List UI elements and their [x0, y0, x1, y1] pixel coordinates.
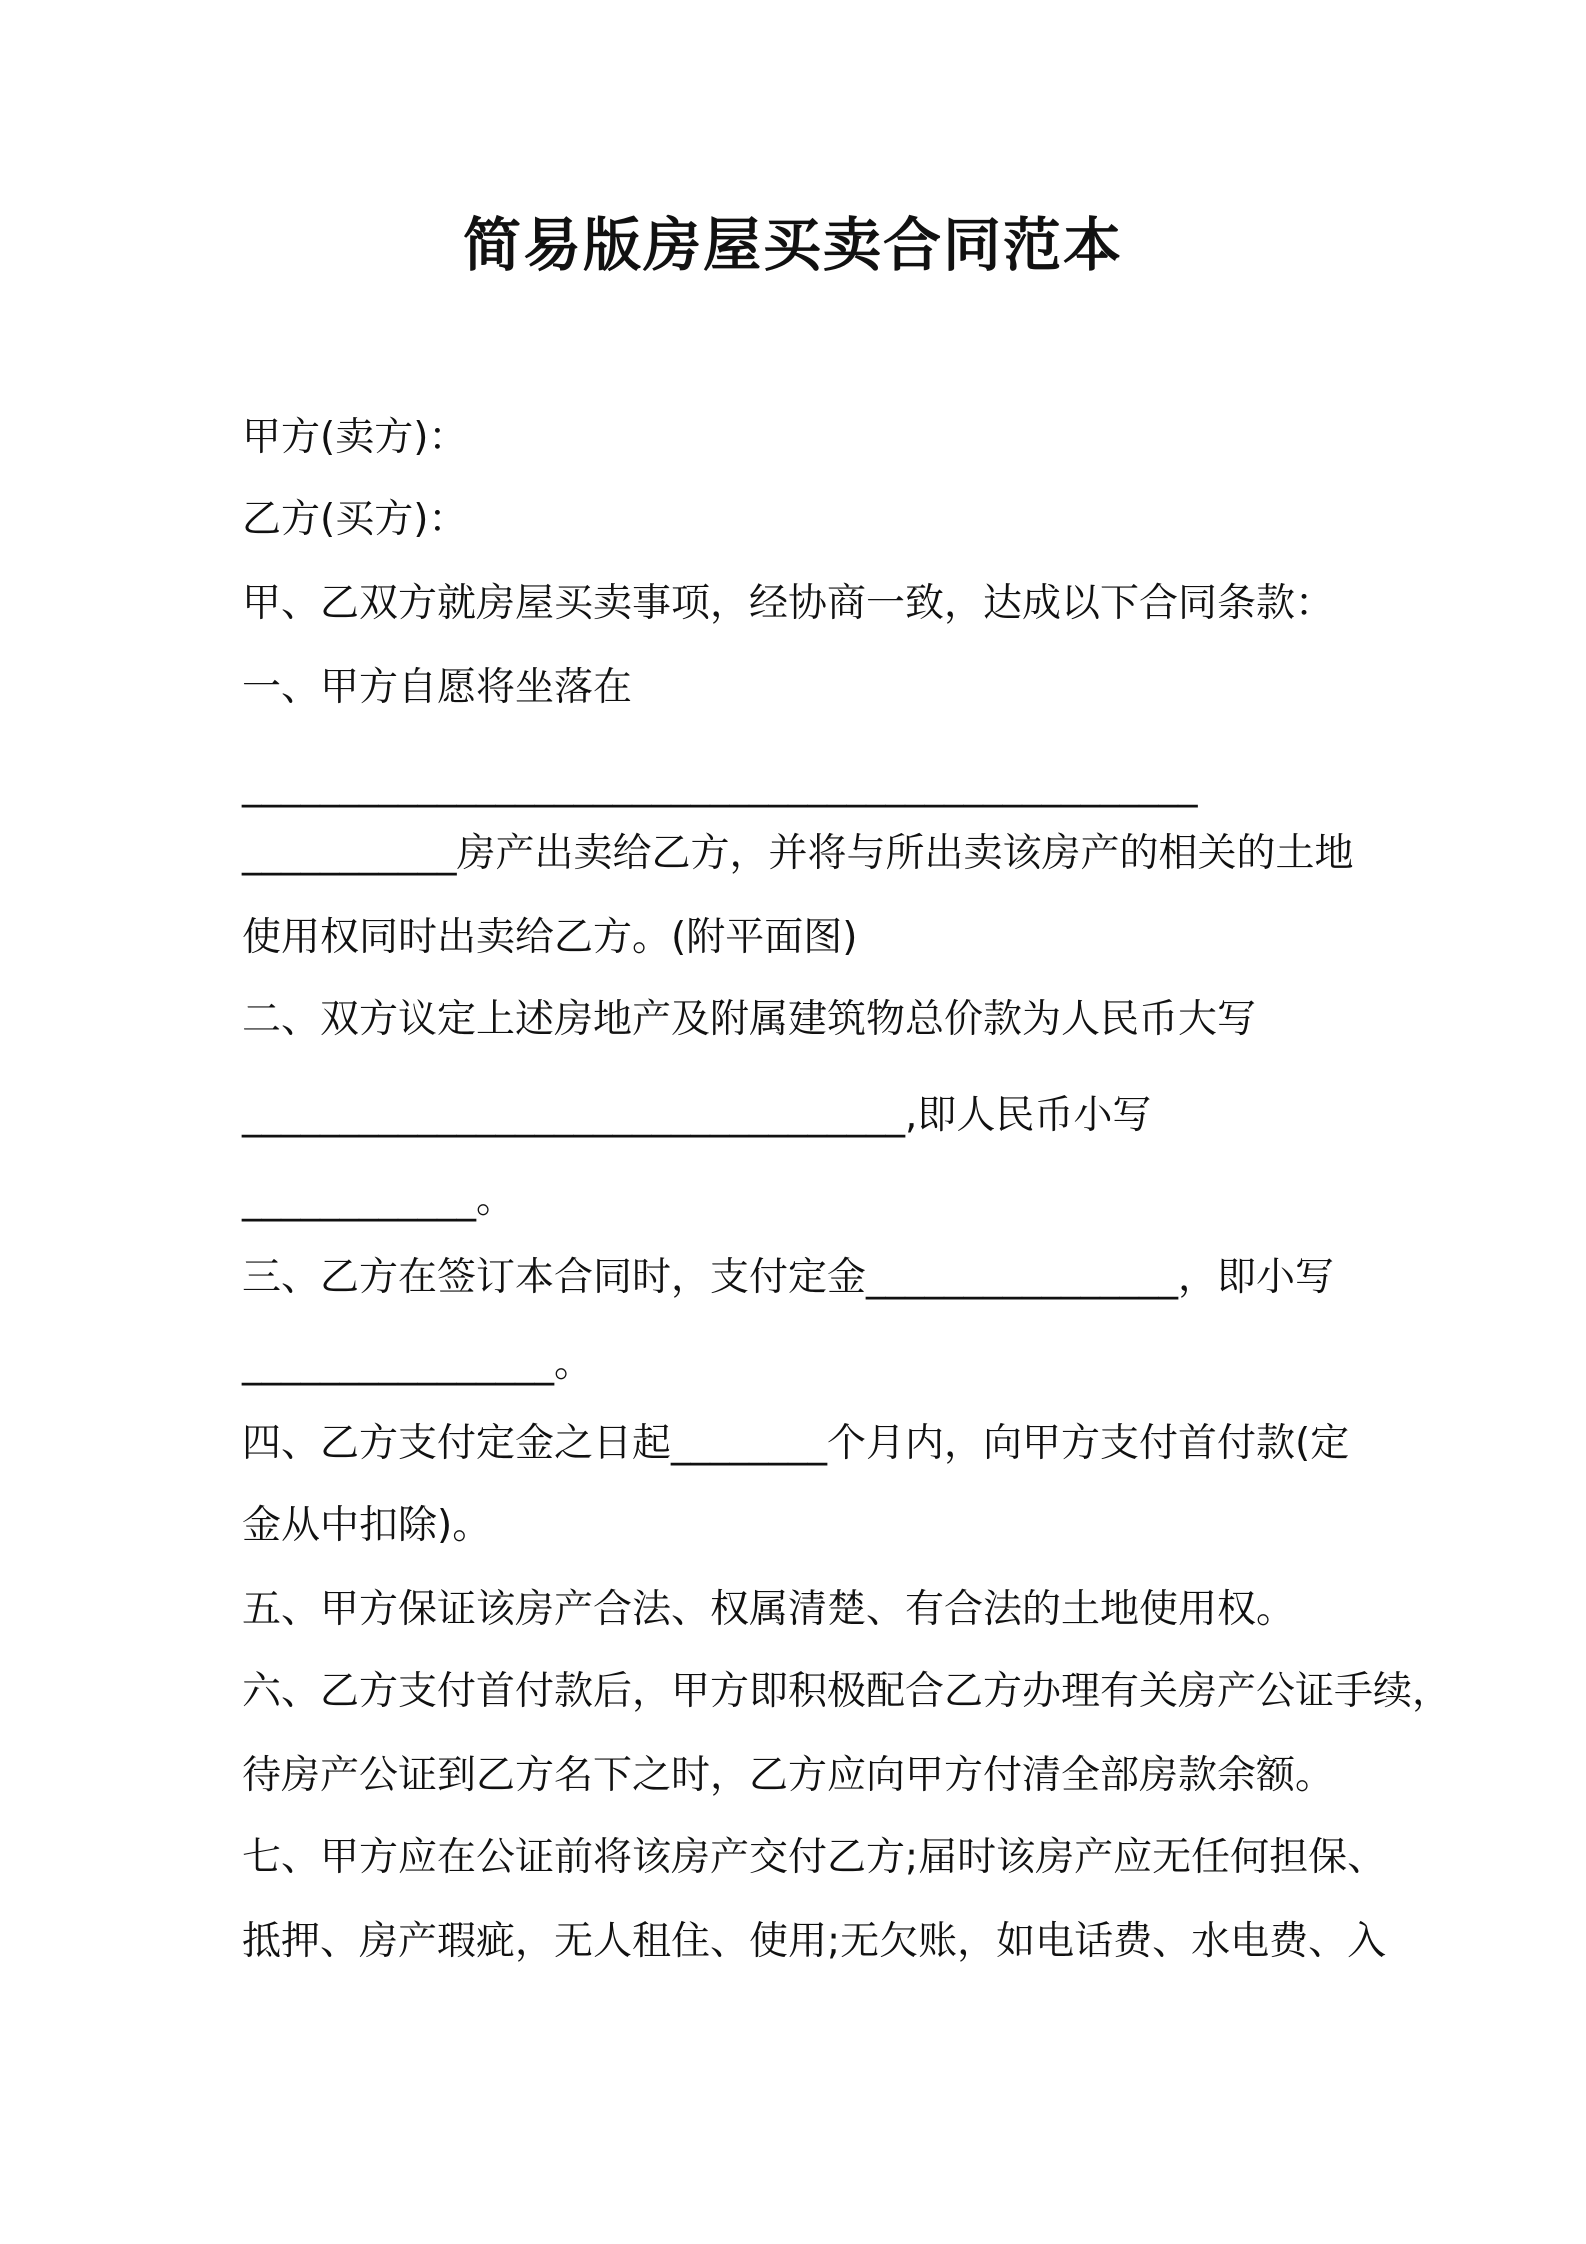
clause-5-line: 五、甲方保证该房产合法、权属清楚、有合法的土地使用权。 [242, 1587, 1296, 1632]
clause-2-line-3: ____________。 [242, 1177, 516, 1222]
clause-4-line-1: 四、乙方支付定金之日起________个月内，向甲方支付首付款(定 [242, 1421, 1350, 1466]
clause-1-blank-line: _________________________________________________ [242, 763, 1198, 808]
clause-6-line-1: 六、乙方支付首付款后，甲方即积极配合乙方办理有关房产公证手续， [242, 1669, 1452, 1714]
document-title: 简易版房屋买卖合同范本 [462, 211, 1123, 279]
clause-7-line-1: 七、甲方应在公证前将该房产交付乙方;届时该房产应无任何担保、 [242, 1835, 1387, 1880]
preamble-line: 甲、乙双方就房屋买卖事项，经协商一致，达成以下合同条款： [242, 581, 1335, 626]
party-b-line: 乙方(买方)： [242, 497, 468, 542]
clause-2-line-2: __________________________________,即人民币小写 [242, 1093, 1152, 1138]
party-a-line: 甲方(卖方)： [242, 415, 468, 460]
clause-4-line-2: 金从中扣除)。 [242, 1503, 492, 1548]
clause-1-line-3: 使用权同时出卖给乙方。(附平面图) [242, 915, 858, 960]
clause-6-line-2: 待房产公证到乙方名下之时，乙方应向甲方付清全部房款余额。 [242, 1753, 1335, 1798]
clause-3-line-2: ________________。 [242, 1341, 594, 1386]
clause-7-line-2: 抵押、房产瑕疵，无人租住、使用;无欠账，如电话费、水电费、入 [242, 1919, 1387, 1964]
clause-1-line-1: 一、甲方自愿将坐落在 [242, 665, 633, 710]
clause-1-line-2: ___________房产出卖给乙方，并将与所出卖该房产的相关的土地 [242, 831, 1354, 876]
clause-2-line-1: 二、双方议定上述房地产及附属建筑物总价款为人民币大写 [242, 997, 1257, 1042]
clause-3-line-1: 三、乙方在签订本合同时，支付定金________________，即小写 [242, 1255, 1335, 1300]
